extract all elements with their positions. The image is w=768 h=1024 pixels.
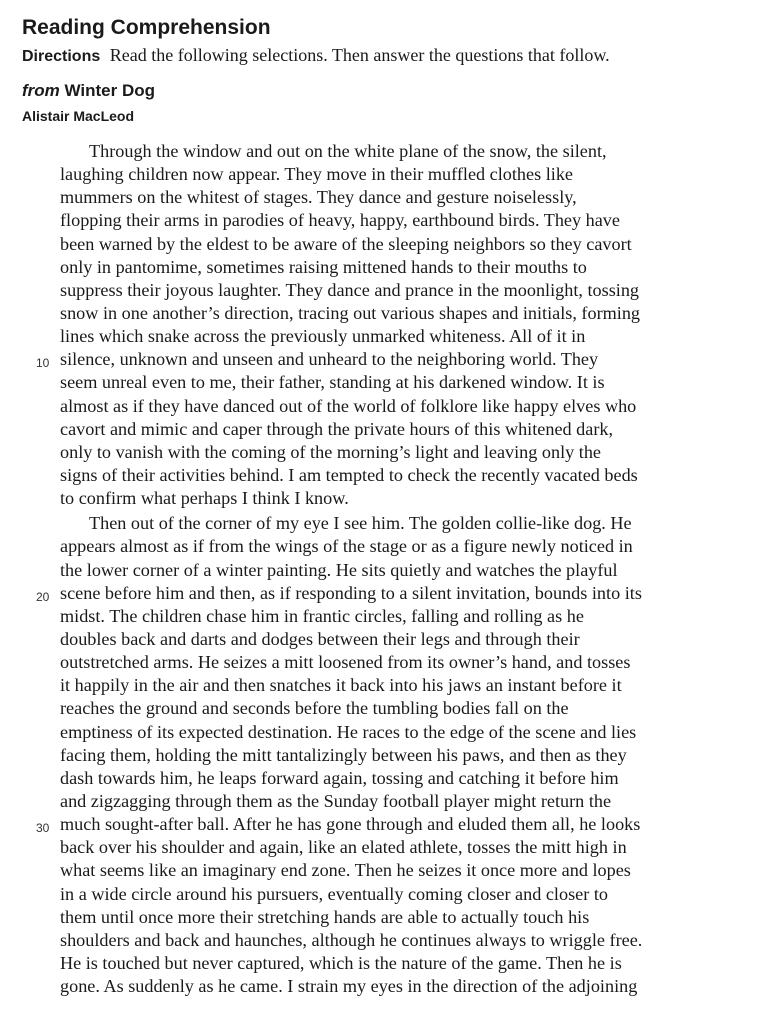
- passage-line: appears almost as if from the wings of the stage or as a figure newly noticed in: [60, 536, 633, 557]
- passage-line: dash towards him, he leaps forward again, tossing and catching it before him: [60, 767, 619, 788]
- selection-author: Alistair MacLeod: [22, 108, 135, 124]
- passage-line: flopping their arms in parodies of heavy, happy, earthbound birds. They have: [60, 210, 620, 231]
- selection-from-label: from: [22, 81, 60, 100]
- line-number: 20: [36, 589, 50, 604]
- passage-line: lines which snake across the previously unmarked whiteness. All of it in: [60, 326, 586, 347]
- passage-line: doubles back and darts and dodges between their legs and through their: [60, 628, 580, 649]
- passage-line: outstretched arms. He seizes a mitt loosened from its owner’s hand, and tosses: [60, 652, 631, 673]
- passage-line: laughing children now appear. They move in their muffled clothes like: [60, 164, 573, 185]
- line-number: 10: [36, 356, 50, 371]
- passage-line: mummers on the whitest of stages. They dance and gesture noiselessly,: [60, 187, 577, 208]
- directions-text: Read the following selections. Then answer the questions that follow.: [109, 45, 610, 65]
- line-number: 30: [36, 821, 50, 836]
- passage-line: midst. The children chase him in frantic circles, falling and rolling as he: [60, 605, 584, 626]
- passage-line: suppress their joyous laughter. They dance and prance in the moonlight, tossing: [60, 279, 640, 300]
- passage-line: and zigzagging through them as the Sunday football player might return the: [60, 790, 612, 811]
- passage-line: snow in one another’s direction, tracing out various shapes and initials, forming: [60, 302, 641, 323]
- passage-line: He is touched but never captured, which is the nature of the game. Then he is: [60, 952, 622, 973]
- passage-line: the lower corner of a winter painting. He sits quietly and watches the playful: [60, 559, 618, 580]
- passage-line-text: much sought-after ball. After he has gone through and eluded them all, he looks: [60, 814, 641, 835]
- directions-label: Directions: [22, 48, 101, 65]
- passage-line: shoulders and back and haunches, although he continues always to wriggle free.: [60, 929, 643, 950]
- passage-line: emptiness of its expected destination. He races to the edge of the scene and lies: [60, 721, 637, 742]
- passage-line-numbered: [36, 348, 700, 371]
- passage-line-numbered: [36, 582, 700, 605]
- passage-line-text: silence, unknown and unseen and unheard to the neighboring world. They: [60, 349, 599, 370]
- passage-line-text: scene before him and then, as if responding to a silent invitation, bounds into its: [60, 582, 642, 603]
- passage-line: reaches the ground and seconds before the tumbling bodies fall on the: [60, 698, 569, 719]
- passage-line: it happily in the air and then snatches it back into his jaws an instant before it: [60, 675, 622, 696]
- passage-line: them until once more their stretching hands are able to actually touch his: [60, 906, 590, 927]
- passage-line: back over his shoulder and again, like an elated athlete, tosses the mitt high in: [60, 837, 627, 858]
- passage-line: Then out of the corner of my eye I see him. The golden collie-like dog. He: [89, 513, 632, 534]
- passage-line: almost as if they have danced out of the world of folklore like happy elves who: [60, 395, 637, 416]
- passage-line: cavort and mimic and caper through the private hours of this whitened dark,: [60, 418, 614, 439]
- selection-title-text: Winter Dog: [64, 81, 156, 100]
- page-title: Reading Comprehension: [22, 16, 271, 39]
- passage-line: seem unreal even to me, their father, standing at his darkened window. It is: [60, 372, 605, 393]
- passage-line: only to vanish with the coming of the morning’s light and leaving only the: [60, 441, 602, 462]
- passage-line: what seems like an imaginary end zone. Then he seizes it once more and lopes: [60, 860, 631, 881]
- passage: [36, 140, 700, 998]
- passage-line: in a wide circle around his pursuers, eventually coming closer and closer to: [60, 883, 608, 904]
- passage-line: Through the window and out on the white plane of the snow, the silent,: [89, 141, 607, 161]
- passage-line: to confirm what perhaps I think I know.: [60, 488, 349, 509]
- passage-line-numbered: [36, 813, 700, 836]
- passage-line: only in pantomime, sometimes raising mittened hands to their mouths to: [60, 256, 587, 277]
- selection-title: [22, 79, 155, 103]
- directions: [22, 43, 610, 69]
- passage-line: been warned by the eldest to be aware of the sleeping neighbors so they cavort: [60, 233, 632, 254]
- passage-line: facing them, holding the mitt tantalizingly between his paws, and then as they: [60, 744, 627, 765]
- passage-line: gone. As suddenly as he came. I strain my eyes in the direction of the adjoining: [60, 976, 638, 997]
- passage-line: signs of their activities behind. I am tempted to check the recently vacated beds: [60, 464, 638, 485]
